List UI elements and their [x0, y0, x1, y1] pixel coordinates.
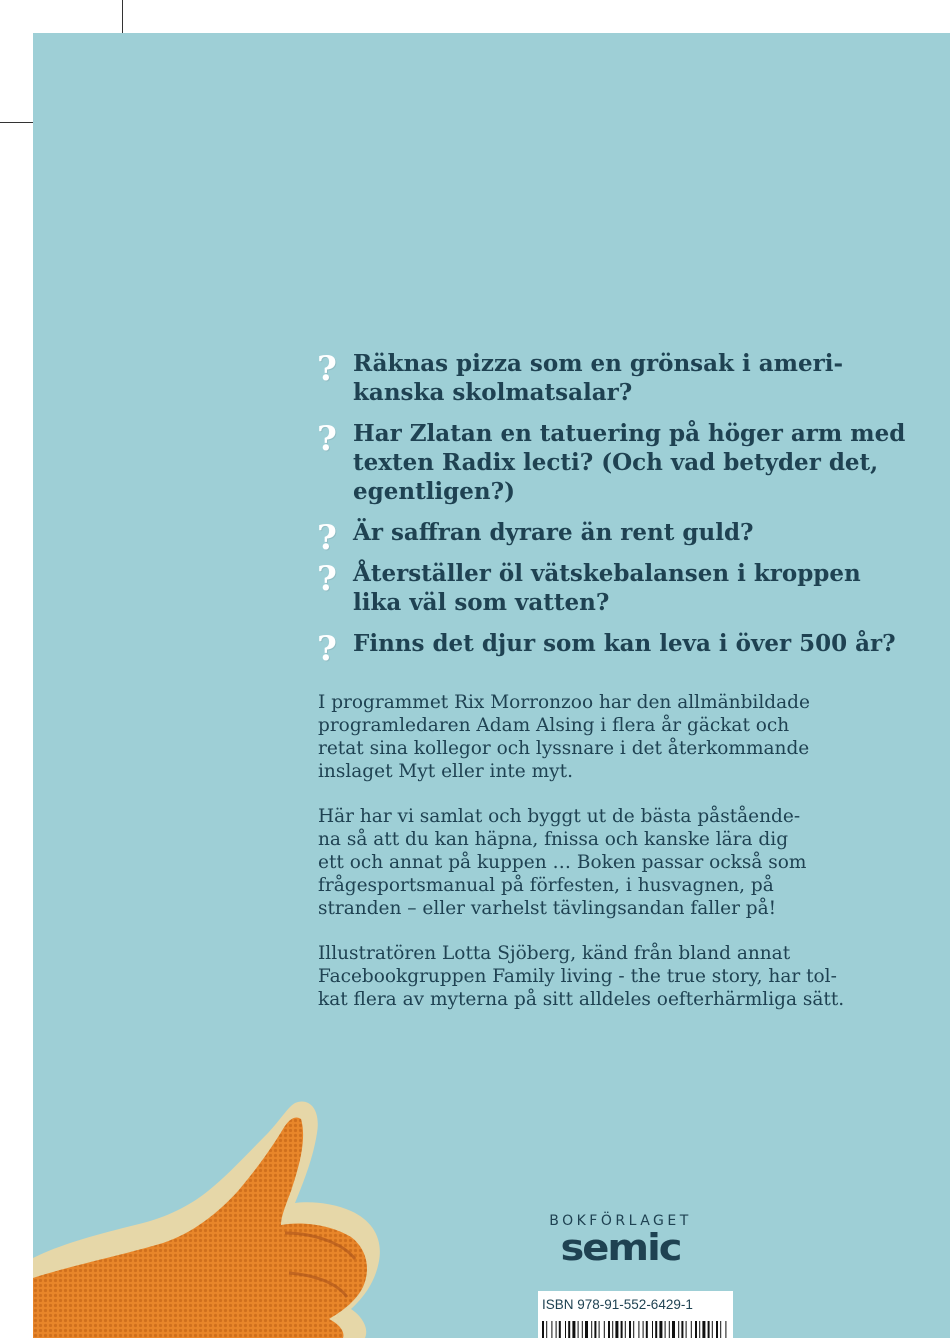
barcode-bar: [686, 1321, 687, 1338]
barcode-bar: [604, 1321, 605, 1338]
text-line: na så att du kan häpna, fnissa och kanske lära dig: [318, 829, 789, 850]
question-line: kanska skolmatsalar?: [353, 379, 633, 406]
question-item: [313, 629, 950, 669]
question-line: Har Zlatan en tatuering på höger arm med: [353, 420, 906, 447]
barcode-bar: [678, 1321, 679, 1338]
barcode-bar: [556, 1321, 557, 1338]
barcode-bar: [638, 1321, 639, 1338]
barcode-bar: [669, 1321, 670, 1338]
question-line: Räknas pizza som en grönsak i ameri-: [353, 350, 843, 377]
barcode-bar: [665, 1321, 666, 1338]
question-line: lika väl som vatten?: [353, 589, 610, 616]
isbn-area: [538, 1291, 733, 1338]
text-line: retat sina kollegor och lyssnare i det återkommande: [318, 738, 810, 759]
barcode-bar: [585, 1321, 588, 1338]
question-item: [313, 419, 950, 506]
barcode-bar: [655, 1321, 657, 1338]
semic-logo: semic: [560, 1226, 681, 1270]
text-line: programledaren Adam Alsing i flera år gäckat och: [318, 715, 790, 736]
question-line: texten Radix lecti? (Och vad betyder det,: [353, 449, 879, 476]
barcode-bar: [565, 1321, 566, 1338]
barcode-bar: [695, 1321, 697, 1338]
question-line: egentligen?): [353, 478, 515, 505]
text-line: Illustratören Lotta Sjöberg, känd från bland annat: [318, 943, 791, 964]
question-mark-icon: ?: [317, 518, 337, 558]
text-line: inslaget Myt eller inte myt.: [318, 761, 573, 782]
barcode-bar: [591, 1321, 592, 1338]
text-line: Facebookgruppen Family living - the true story, har tol-: [318, 966, 837, 987]
question-list: [313, 349, 950, 670]
text-line: Här har vi samlat och byggt ut de bästa påstående-: [318, 806, 801, 827]
question-mark-icon: ?: [317, 419, 337, 459]
text-line: stranden – eller varhelst tävlingsandan faller på!: [318, 898, 777, 919]
text-line: ett och annat på kuppen … Boken passar också som: [318, 852, 807, 873]
barcode-bar: [612, 1321, 613, 1338]
back-cover: [33, 33, 950, 1338]
question-line: Är saffran dyrare än rent guld?: [353, 519, 754, 546]
barcode-bar: [599, 1321, 600, 1338]
barcode-bar: [551, 1321, 552, 1338]
barcode-bar: [716, 1321, 718, 1338]
barcode-bar: [546, 1321, 547, 1338]
description-text: [318, 691, 950, 1033]
barcode-bar: [582, 1321, 583, 1338]
barcode-bar: [559, 1321, 561, 1338]
text-line: kat flera av myterna på sitt alldeles oefterhärmliga sätt.: [318, 989, 845, 1010]
barcode-bar: [572, 1321, 575, 1338]
paragraph-intro: [318, 691, 950, 783]
question-line: Återställer öl vätskebalansen i kroppen: [353, 560, 861, 587]
barcode-bar: [542, 1321, 544, 1338]
barcode-bar: [725, 1321, 726, 1338]
barcode-bar: [681, 1321, 683, 1338]
publisher-label: BOKFÖRLAGET: [549, 1213, 692, 1229]
text-line: frågesportsmanual på förfesten, i husvagnen, på: [318, 875, 774, 896]
barcode-bar: [659, 1321, 662, 1338]
question-item: [313, 518, 950, 558]
barcode-bar: [625, 1321, 626, 1338]
barcode-bar: [691, 1321, 692, 1338]
question-mark-icon: ?: [317, 349, 337, 389]
question-item: [313, 349, 950, 407]
barcode-bar: [702, 1321, 705, 1338]
thumbs-up-hand-icon: [33, 1093, 403, 1338]
barcode-bar: [578, 1321, 579, 1338]
barcode-bar: [646, 1321, 648, 1338]
text-line: I programmet Rix Morronzoo har den allmänbildade: [318, 692, 810, 713]
barcode-bar: [594, 1321, 596, 1338]
publisher-logo: [538, 1213, 703, 1270]
barcode-bar: [699, 1321, 700, 1338]
isbn-number: ISBN 978-91-552-6429-1: [542, 1297, 693, 1312]
barcode-bar: [643, 1321, 644, 1338]
question-line: Finns det djur som kan leva i över 500 år?: [353, 630, 896, 657]
barcode-bar: [568, 1321, 570, 1338]
barcode-bar: [608, 1321, 610, 1338]
question-mark-icon: ?: [317, 629, 337, 669]
crop-mark-vertical: [122, 0, 123, 33]
barcode-bar: [633, 1321, 634, 1338]
barcode-icon: [542, 1321, 729, 1338]
question-mark-icon: ?: [317, 559, 337, 599]
barcode-bar: [621, 1321, 623, 1338]
barcode-bar: [672, 1321, 675, 1338]
question-item: [313, 559, 950, 617]
barcode-bar: [712, 1321, 713, 1338]
barcode-bar: [708, 1321, 710, 1338]
paragraph-content: [318, 805, 950, 920]
barcode-bar: [652, 1321, 653, 1338]
barcode-bar: [615, 1321, 618, 1338]
barcode-bar: [629, 1321, 631, 1338]
crop-mark-horizontal: [0, 122, 33, 123]
barcode-bar: [720, 1321, 721, 1338]
paragraph-illustrator: [318, 942, 950, 1011]
